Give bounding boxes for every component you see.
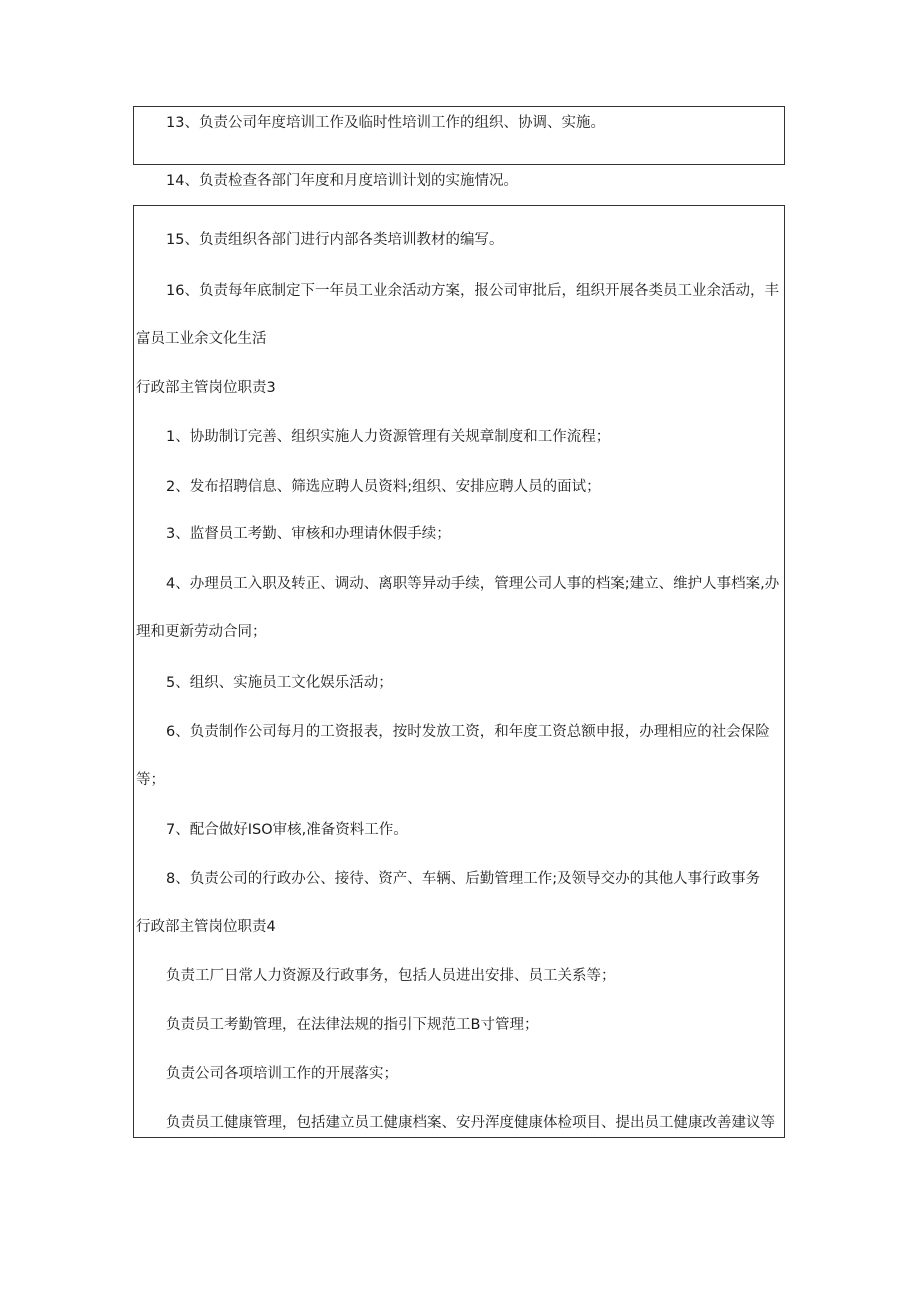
duty-item-4: 4、办理员工入职及转正、调动、离职等异动手续，管理公司人事的档案;建立、维护人事档案,办 (166, 576, 780, 592)
duty-item-3: 3、监督员工考勤、审核和办理请休假手续； (166, 526, 451, 542)
section-heading-4: 行政部主管岗位职责4 (136, 919, 276, 935)
duty-item-6: 6、负责制作公司每月的工资报表，按时发放工资，和年度工资总额申报，办理相应的社会保险 (166, 724, 770, 740)
duty-item-13: 13、负责公司年度培训工作及临时性培训工作的组织、协调、实施。 (166, 115, 605, 131)
duty-item-16: 16、负责每年底制定下一年员工业余活动方案，报公司审批后，组织开展各类员工业余活动，丰 (166, 283, 779, 299)
duty-bullet-3: 负责公司各项培训工作的开展落实； (166, 1066, 398, 1082)
duty-item-7: 7、配合做好ISO审核,准备资料工作。 (166, 822, 408, 838)
duty-bullet-2: 负责员工考勤管理，在法律法规的指引下规范工B寸管理； (166, 1017, 539, 1033)
duty-item-4-continued: 理和更新劳动合同； (136, 624, 267, 640)
duty-bullet-1: 负责工厂日常人力资源及行政事务，包括人员进出安排、员工关系等； (166, 968, 616, 984)
duty-item-14: 14、负责检查各部门年度和月度培训计划的实施情况。 (166, 173, 518, 189)
duty-bullet-4: 负责员工健康管理，包括建立员工健康档案、安丹浑度健康体检项目、提出员工健康改善建议等 (166, 1115, 775, 1131)
duty-item-8: 8、负责公司的行政办公、接待、资产、车辆、后勤管理工作;及领导交办的其他人事行政事务 (166, 871, 761, 887)
section-heading-3: 行政部主管岗位职责3 (136, 380, 276, 396)
duty-item-5: 5、组织、实施员工文化娱乐活动； (166, 675, 393, 691)
duty-item-15: 15、负责组织各部门进行内部各类培训教材的编写。 (166, 232, 504, 248)
duty-item-2: 2、发布招聘信息、筛选应聘人员资料;组织、安排应聘人员的面试； (166, 479, 601, 495)
duty-item-1: 1、协助制订完善、组织实施人力资源管理有关规章制度和工作流程； (166, 429, 611, 445)
duty-item-6-continued: 等； (136, 772, 165, 788)
duty-item-16-continued: 富员工业余文化生活 (136, 331, 267, 347)
